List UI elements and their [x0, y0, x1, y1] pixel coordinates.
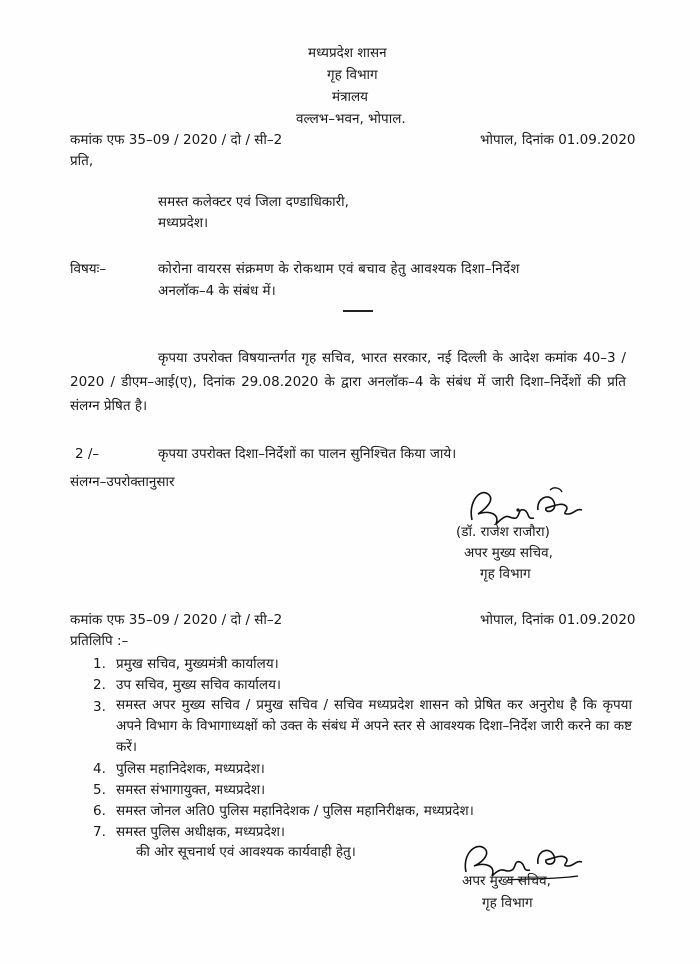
subject-label: विषयः– — [70, 261, 107, 277]
copy-item-text: उप सचिव, मुख्य सचिव कार्यालय। — [116, 677, 282, 693]
copy-item-text: समस्त जोनल अति0 पुलिस महानिदेशक / पुलिस महानिरीक्षक, मध्यप्रदेश। — [116, 803, 474, 819]
signatory-title: अपर मुख्य सचिव, — [464, 545, 553, 561]
copy-item-number: 3. — [93, 699, 106, 715]
copy-item-text: समस्त पुलिस अधीक्षक, मध्यप्रदेश। — [116, 824, 286, 840]
copy-item-text: समस्त संभागायुक्त, मध्यप्रदेश। — [116, 782, 266, 798]
enclosure-note: संलग्न–उपरोक्तानुसार — [70, 474, 175, 490]
signatory-name: (डॉ. राजेश राजौरा) — [456, 524, 550, 540]
copy-item-text: समस्त अपर मुख्य सचिव / प्रमुख सचिव / सचिव मध्यप्रदेश शासन को प्रेषित कर अनुरोध है कि कृपया अपने विभाग के विभागाध्यक्षों को उक्त के संबंध में अपने स्तर से आवश्यक दिशा–निर्देश जारी करने का कष्ट करें। — [116, 697, 632, 755]
copy-item-number: 6. — [93, 803, 106, 819]
subject-line-1: कोरोना वायरस संक्रमण के रोकथाम एवं बचाव हेतु आवश्यक दिशा–निर्देश — [158, 261, 520, 277]
copy-item-number: 2. — [93, 677, 106, 693]
order-date: भोपाल, दिनांक 01.09.2020 — [480, 132, 636, 148]
copy-item-number: 5. — [93, 782, 106, 798]
order-number: कमांक एफ 35–09 / 2020 / दो / सी–2 — [70, 132, 283, 148]
body-paragraph-1: कृपया उपरोक्त विषयान्तर्गत गृह सचिव, भारत सरकार, नई दिल्ली के आदेश कमांक 40–3 / 2020 / डीएम–आई(ए), दिनांक 29.08.2020 के द्वारा अनलॉक–4 के संबंध में जारी दिशा–निर्देशों की प्रति संलग्न प्रेषित है। — [70, 350, 626, 414]
body-paragraph-2: कृपया उपरोक्त दिशा–निर्देशों का पालन सुनिश्चित किया जाये। — [158, 446, 457, 462]
addressee-line-2: मध्यप्रदेश। — [158, 215, 209, 231]
copy-signatory-title: अपर मुख्य सचिव, — [462, 873, 551, 889]
subject-line-2: अनलॉक–4 के संबंध में। — [158, 283, 276, 299]
copy-label: प्रतिलिपि :– — [70, 633, 129, 649]
copy-closing-line: की ओर सूचनार्थ एवं आवश्यक कार्यवाही हेतु। — [136, 844, 356, 860]
copy-signatory-department: गृह विभाग — [482, 895, 533, 911]
letterhead-line-ministry: मंत्रालय — [332, 89, 369, 105]
copy-item-text: पुलिस महानिदेशक, मध्यप्रदेश। — [116, 761, 265, 777]
copy-item-number: 7. — [93, 824, 106, 840]
prati-label: प्रति, — [70, 153, 94, 169]
letterhead-line-state: मध्यप्रदेश शासन — [308, 45, 387, 61]
subject-divider — [343, 310, 373, 312]
letterhead-line-department: गृह विभाग — [327, 67, 378, 83]
paragraph-2-number: 2 /– — [75, 446, 100, 462]
addressee-line-1: समस्त कलेक्टर एवं जिला दण्डाधिकारी, — [158, 194, 349, 210]
letterhead-line-address: वल्लभ–भवन, भोपाल. — [296, 111, 406, 127]
copy-item-text: प्रमुख सचिव, मुख्यमंत्री कार्यालय। — [116, 656, 279, 672]
copy-item-number: 4. — [93, 761, 106, 777]
copy-order-number: कमांक एफ 35–09 / 2020 / दो / सी–2 — [70, 612, 283, 628]
copy-order-date: भोपाल, दिनांक 01.09.2020 — [480, 612, 636, 628]
signatory-department: गृह विभाग — [480, 566, 531, 582]
copy-item-number: 1. — [93, 656, 106, 672]
